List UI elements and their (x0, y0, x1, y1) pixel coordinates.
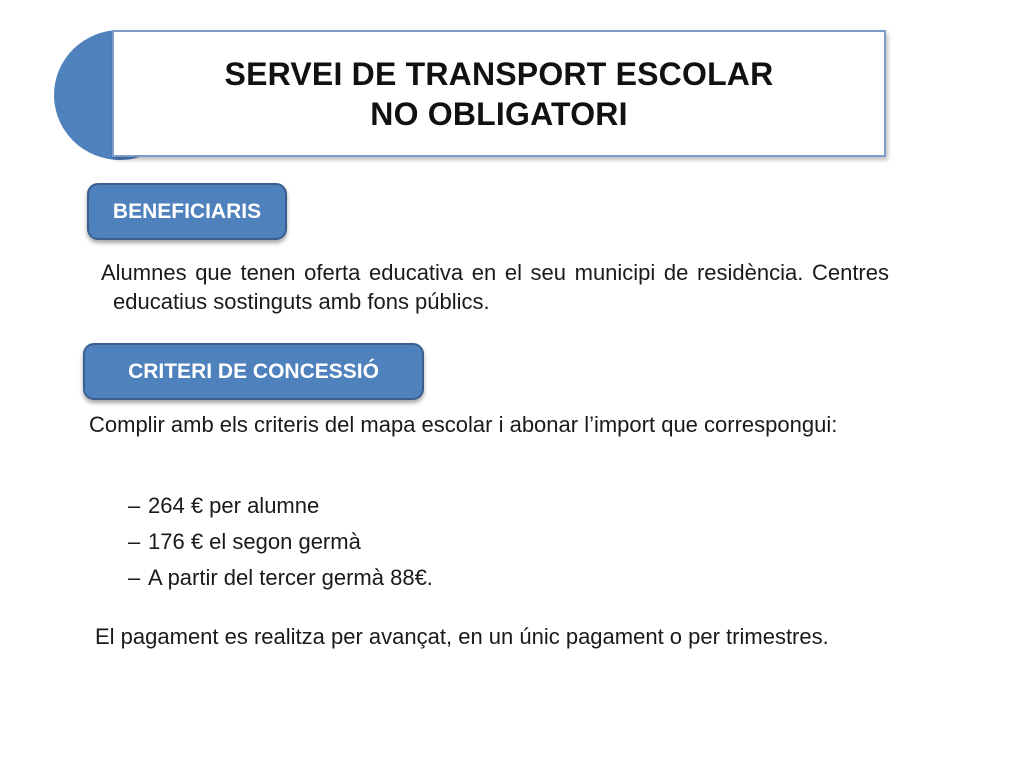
beneficiaris-label: BENEFICIARIS (87, 183, 287, 240)
dash-bullet: – (128, 529, 141, 554)
beneficiaris-text: Alumnes que tenen oferta educativa en el seu municipi de residència. Centres educatius sostinguts amb fons públics. (101, 260, 889, 314)
list-item (128, 488, 433, 524)
dash-bullet: – (128, 493, 141, 518)
page-title-line-2: NO OBLIGATORI (370, 95, 628, 132)
list-item (128, 560, 433, 596)
list-item-text: A partir del tercer germà 88€. (148, 565, 433, 590)
criteri-label: CRITERI DE CONCESSIÓ (83, 343, 424, 400)
list-item (128, 524, 433, 560)
page-title-line-1: SERVEI DE TRANSPORT ESCOLAR (224, 55, 774, 92)
title-box (112, 30, 886, 157)
list-item-text: 264 € per alumne (148, 493, 320, 518)
criteri-text: Complir amb els criteris del mapa escolar i abonar l’import que correspongui: (89, 412, 838, 437)
pagament-text: El pagament es realitza per avançat, en un únic pagament o per trimestres. (95, 624, 829, 649)
dash-bullet: – (128, 565, 141, 590)
import-list (128, 488, 433, 596)
list-item-text: 176 € el segon germà (148, 529, 361, 554)
